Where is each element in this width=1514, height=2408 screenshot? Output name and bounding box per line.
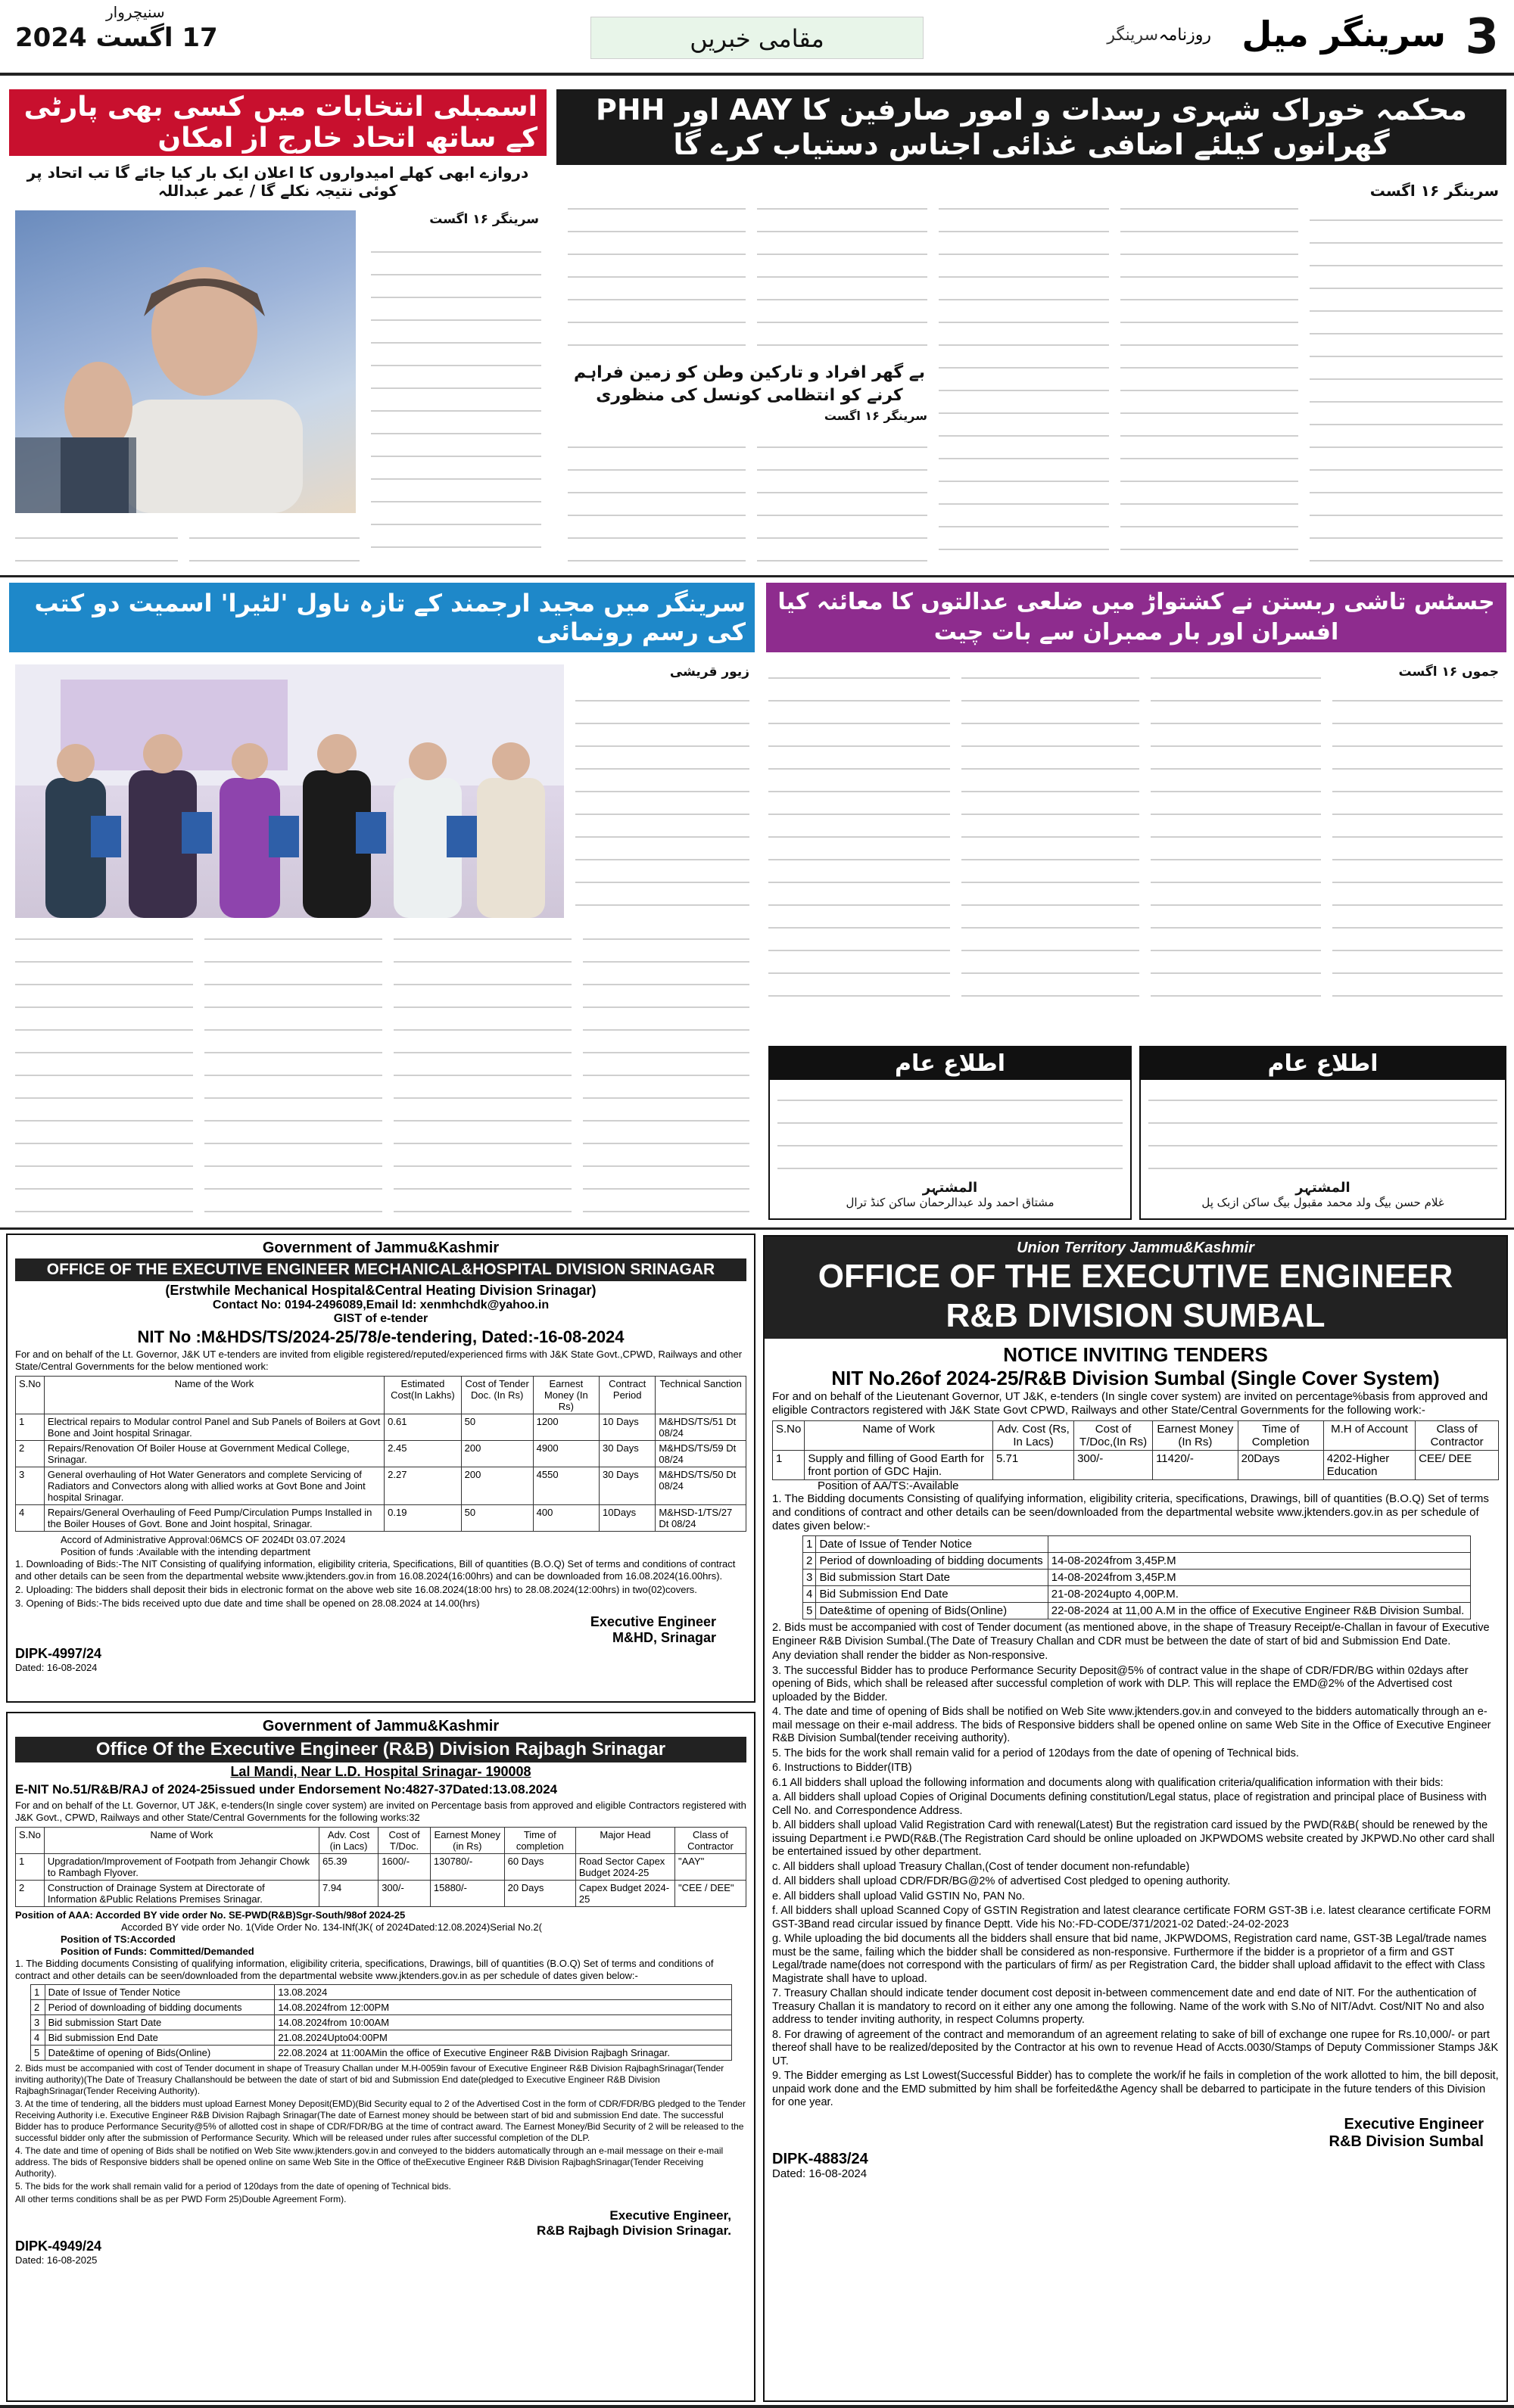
page-number: 3 <box>1465 9 1499 65</box>
tender1-cell: Electrical repairs to Modular control Panel and Sub Panels of Boilers at Govt Bone and Joint hospital Srinagar. <box>44 1414 384 1441</box>
tender3-schedule-cell: 4 <box>803 1586 816 1603</box>
story4-column-4 <box>204 923 382 1222</box>
tender2-schedule-cell: Period of downloading of bidding documents <box>45 2000 275 2015</box>
portrait-figure-icon <box>15 210 356 513</box>
public-notice-2 <box>768 1046 1132 1220</box>
tender2-schedule-row <box>31 1985 732 2000</box>
tender2-ts: Position of TS:Accorded <box>61 1934 176 1945</box>
story1-column-4 <box>757 193 927 356</box>
tender3-term: 2. Bids must be accompanied with cost of Tender document (as mentioned above, in the shape of Treasury Receipt/e-Challan in favour of Executive Engineer R&B Division Sumbal.(The Date of Treasury Challan and CDR must be between the date of start of bid and Submission End Date. <box>772 1622 1490 1647</box>
story1-dateline: سرینگر ۱۶ اگست <box>1369 182 1499 200</box>
omar-abdullah-photo <box>15 210 356 513</box>
book-release-group-icon <box>15 664 564 918</box>
tender3-schedule-cell: 14-08-2024from 3,45P.M <box>1048 1553 1470 1570</box>
tender2-schedule-row <box>31 2000 732 2015</box>
tender1-cell: 2 <box>16 1441 45 1467</box>
tender2-term: 3. At the time of tendering, all the bidders must upload Earnest Money Deposit(EMD)(Bid Security equal to 2 of the Advertised Cost in the form of CDR/FDR/BG pledged to the Tender Receiving Authority i.e. Executive Engineer R&B Division Rajbagh Srinagar(The date of Earnest money should be between start of bid and submission End date. The successful Bidder has to produce Performance Security@5% of allotted cost in shape of CDR/FDR/BG at the time of contract award. The Earnest Money/Bid Security of 2 will be released to the successful bidder only after the submission of Performance Security. Which will be released under rules after successful completion of the DLP. <box>15 2098 746 2143</box>
tender1-cell: 50 <box>461 1505 533 1532</box>
tender3-term: 6. Instructions to Bidder(ITB) <box>772 1762 912 1774</box>
public-notice-1-body <box>1148 1084 1497 1175</box>
tender1-erstwhile: (Erstwhile Mechanical Hospital&Central Heating Division Srinagar) <box>165 1283 597 1298</box>
tender1-dipk: DIPK-4997/24 <box>15 1646 102 1661</box>
tender2-cell: 65.39 <box>319 1854 378 1881</box>
story2-column-3 <box>189 522 360 568</box>
tender2-schedule-cell: 2 <box>31 2000 45 2015</box>
top-divider <box>0 575 1514 577</box>
tender3-schedule-row <box>803 1553 1471 1570</box>
tender3-schedule-cell <box>1048 1536 1470 1553</box>
tender3-aa: Position of AA/TS:-Available <box>818 1479 959 1492</box>
tender3-column-header: Earnest Money (In Rs) <box>1153 1421 1238 1451</box>
daily-label: روزنامہ <box>1158 26 1211 45</box>
tender1-cell: Repairs/General Overhauling of Feed Pump/Circulation Pumps Installed in the Boiler Houses of Govt. Bone and Joint hospital, Srinagar. <box>44 1505 384 1532</box>
tender2-term: 4. The date and time of opening of Bids shall be notified on Web Site www.jktenders.gov.in and conveyed to the bidders automatically through an e-mail message on their e-mail address. The bids of Responsive bidders shall be opened online on same Web Site in the Office of theExecutive Engineer R&B Division RajbaghSrinagar(Tender Receiving Authority). <box>15 2145 724 2179</box>
tender2-schedule-cell: 14.08.2024from 12:00PM <box>275 2000 732 2015</box>
story3-column-2 <box>1151 662 1321 1018</box>
tender1-signer-title: Executive Engineer <box>590 1614 716 1629</box>
paper-name-label: سرینگر میل <box>1241 14 1446 54</box>
story4-column-3 <box>394 923 572 1222</box>
tender2-cell: Road Sector Capex Budget 2024-25 <box>575 1854 674 1881</box>
public-notice-2-signer: مشتاق احمد ولد عبدالرحمان ساکن کنڈ ترال <box>846 1196 1055 1209</box>
tender1-cell: 1 <box>16 1414 45 1441</box>
tender1-header-row <box>16 1377 746 1414</box>
story4-headline: سرینگر میں مجید ارجمند کے تازہ ناول 'لٹیرا' اسمیت دو کتب کی رسم رونمائی <box>34 589 746 646</box>
book-release-photo <box>15 664 564 918</box>
tender2-schedule-cell: 1 <box>31 1985 45 2000</box>
tender2-column-header: Earnest Money (in Rs) <box>430 1828 504 1854</box>
tender3-term: a. All bidders shall upload Copies of Original Documents defining constitution/Legal status, place of registration and principal place of Business with Cell No. and Correspondence Address. <box>772 1791 1487 1817</box>
tender3-term: 5. The bids for the work shall remain valid for a period of 120days from the date of opening of Technical bids. <box>772 1747 1299 1759</box>
story1-headline-banner <box>556 89 1506 165</box>
tender3-cell: 11420/- <box>1153 1451 1238 1480</box>
tender2-signer-office: R&B Rajbagh Division Srinagar. <box>537 2223 731 2238</box>
tender2-cell: Construction of Drainage System at Directorate of Information &Public Relations Premises Srinagar. <box>44 1881 319 1907</box>
tender3-schedule <box>802 1535 1471 1619</box>
tender1-cell: 4900 <box>533 1441 599 1467</box>
issue-day: سنیچروار <box>106 3 165 21</box>
story2-column-1 <box>371 236 541 569</box>
public-notice-1-signer: غلام حسن بیگ ولد محمد مقبول بیگ ساکن ازبک پل <box>1201 1196 1444 1209</box>
tender1-column-header: Cost of Tender Doc. (In Rs) <box>461 1377 533 1414</box>
tender1-column-header: Name of the Work <box>44 1377 384 1414</box>
story3-dateline: جموں ۱۶ اگست <box>1398 664 1499 680</box>
tender3-term: e. All bidders shall upload Valid GSTIN No, PAN No. <box>772 1890 1025 1902</box>
tender3-schedule-cell: 21-08-2024upto 4,00P.M. <box>1048 1586 1470 1603</box>
tender3-cell: 300/- <box>1074 1451 1153 1480</box>
tender3-ut-bar <box>765 1237 1506 1339</box>
tender1-cell: 400 <box>533 1505 599 1532</box>
tender3-cell: 5.71 <box>993 1451 1074 1480</box>
tender2-cell: 300/- <box>378 1881 431 1907</box>
story1-sub-column-2 <box>568 431 746 568</box>
story1-column-3 <box>939 193 1109 568</box>
story1-column-2 <box>1120 193 1298 568</box>
story1-sub-dateline: سرینگر ۱۶ اگست <box>824 409 927 423</box>
tender1-intro: For and on behalf of the Lt. Governor, J&K UT e-tenders are invited from eligible registered/reputed/experienced firms with J&K State Govt.,CPWD, Railways and other State/Central Governments for the below mentioned work: <box>15 1349 743 1372</box>
story4-headline-banner <box>9 583 755 652</box>
tender2-cell: 7.94 <box>319 1881 378 1907</box>
tender3-terms <box>772 1622 1499 2110</box>
tender2-dipk: DIPK-4949/24 <box>15 2238 102 2254</box>
tender3-term: 9. The Bidder emerging as Lst Lowest(Successful Bidder) has to complete the work/if he fails in completion of the work allotted to him, the bill deposit, unpaid work done and the EMD submitted by him shall be forfeited&the Agency shall be debarred to participate in the future tenders of this Division for one year. <box>772 2070 1499 2108</box>
tender1-cell: 1200 <box>533 1414 599 1441</box>
masthead <box>0 0 1514 76</box>
tender2-term: 2. Bids must be accompanied with cost of Tender document in shape of Treasury Challan under M.H-0059in favour of Executive Engineer R&B Division RajbaghSrinagar(Tender inviting authority)(The Date of Treasury Challanshould be between the date of start of bid and Submission End date(pledged to Executive Engineer R&B Division RajbaghSrinagar(Tender Receiving Authority). <box>15 2063 724 2096</box>
tender1-cell: 2.45 <box>385 1441 462 1467</box>
tender3-schedule-cell: 1 <box>803 1536 816 1553</box>
tender2-cell: "CEE / DEE" <box>674 1881 746 1907</box>
mid-divider <box>0 1227 1514 1230</box>
tender2-table <box>15 1827 746 1907</box>
tender1-cell: M&HSD-1/TS/27 Dt 08/24 <box>656 1505 746 1532</box>
tender2-schedule-cell: Date of Issue of Tender Notice <box>45 1985 275 2000</box>
tender3-row <box>773 1451 1499 1480</box>
tender3-term: c. All bidders shall upload Treasury Challan,(Cost of tender document non-refundable) <box>772 1860 1190 1873</box>
tender1-nit: NIT No :M&HDS/TS/2024-25/78/e-tendering, Dated:-16-08-2024 <box>137 1327 625 1346</box>
tender2-signer-title: Executive Engineer, <box>609 2208 731 2223</box>
tender2-schedule-cell: 5 <box>31 2046 45 2061</box>
tender2-column-header: S.No <box>16 1828 45 1854</box>
tender1-cell: 30 Days <box>600 1441 656 1467</box>
tender1-cell: 3 <box>16 1467 45 1505</box>
tender1-terms <box>15 1558 746 1610</box>
tender1-office: OFFICE OF THE EXECUTIVE ENGINEER MECHANICAL&HOSPITAL DIVISION SRINAGAR <box>15 1258 746 1281</box>
tender3-schedule-cell: 5 <box>803 1603 816 1619</box>
tender2-schedule-cell: 3 <box>31 2015 45 2030</box>
tender3-intro: For and on behalf of the Lieutenant Governor, UT J&K, e-tenders (In single cover system) are invited on percentage%basis from approved and eligible Contractors registered with J&K State Govt CPWD, Railways and other State/Central Governments for the following work:- <box>772 1390 1488 1417</box>
tender1-term: 1. Downloading of Bids:-The NIT Consisting of qualifying information, eligibility criteria, Specifications, Bill of quantities (B.O.Q) Set of terms and conditions of contract and other details can be seen from the departmental website www.jktenders.gov.in from 16.08.2024(16:00hrs) and can be downloaded from 16.08.2024(16.00hrs). <box>15 1558 736 1582</box>
tender3-term: Any deviation shall render the bidder as Non-responsive. <box>772 1650 1048 1662</box>
tender2-address: Lal Mandi, Near L.D. Hospital Srinagar- 190008 <box>230 1764 531 1779</box>
tender2-schedule-row <box>31 2015 732 2030</box>
tender3-term: 6.1 All bidders shall upload the following information and documents along with qualification criteria/qualification information with their bids: <box>772 1776 1444 1789</box>
tender1-cell: 10Days <box>600 1505 656 1532</box>
tender1-cell: Repairs/Renovation Of Boiler House at Government Medical College, Srinagar. <box>44 1441 384 1467</box>
tender1-cell: 0.19 <box>385 1505 462 1532</box>
tender2-cell: 1 <box>16 1854 45 1881</box>
tender2-column-header: Adv. Cost (in Lacs) <box>319 1828 378 1854</box>
tender3-cell: Supply and filling of Good Earth for front portion of GDC Hajin. <box>805 1451 993 1480</box>
tender3-term: 4. The date and time of opening of Bids shall be notified on Web Site www.jktenders.gov.in and conveyed to the bidders automatically through an e-mail message on their e-mail address. The bids of Responsive bidders shall be opened online on same Web Site in the Office of Executive Engineer R&B Division Sumbal(tender receiving authority). <box>772 1706 1491 1744</box>
tender2-row <box>16 1854 746 1881</box>
tender2-signer <box>15 2208 746 2238</box>
tender1-table <box>15 1376 746 1532</box>
tender2-gov: Government of Jammu&Kashmir <box>262 1718 500 1734</box>
tender2-schedule-cell: 4 <box>31 2030 45 2046</box>
tender3-term: 8. For drawing of agreement of the contract and memorandum of an agreement relating to sake of bill of exchange one rupee for Rs.10,000/- or part thereof shall have to be realized/deposited by the Contractor at his own to revenue Head of Accts.0030/Stamps of Deputy Commissioner Stamps J&K UT. <box>772 2028 1499 2067</box>
tender2-cell: "AAY" <box>674 1854 746 1881</box>
tender3-term: f. All bidders shall upload Scanned Copy of GSTIN Registration and latest clearance certificate FORM GST-3B i.e. latest clearance certificate FORM GST-3Band read circular issued by finance Deptt. Vide his No:-FD-CODE/371/2021-02 Dated:-24-02-2023 <box>772 1905 1491 1930</box>
city-label: سرینگر <box>1107 26 1158 45</box>
tender3-schedule-cell: Date of Issue of Tender Notice <box>816 1536 1048 1553</box>
tender1-gov: Government of Jammu&Kashmir <box>262 1240 500 1256</box>
tender3-column-header: Adv. Cost (Rs, In Lacs) <box>993 1421 1074 1451</box>
issue-date-text: 17 اگست 2024 <box>15 23 218 53</box>
tender1-cell: 50 <box>461 1414 533 1441</box>
tender2-schedule-cell: Bid submission Start Date <box>45 2015 275 2030</box>
tender2-schedule-cell: Bid submission End Date <box>45 2030 275 2046</box>
story1-headline: محکمہ خوراک شہری رسدات و امور صارفین کا AAY اور PHH گھرانوں کیلئے اضافی غذائی اجناس دستیاب کرے گا <box>596 93 1467 161</box>
tender3-term: 7. Treasury Challan should indicate tender document cost deposit in-between commencement date and end date of NIT. For the authentication of Treasury Challan it is mandatory to record on it either any one among the following. Name of the work with S.No of NIT/Advt. Cost/NIT No and also address to tender inviting authority, in respect Columns property. <box>772 1987 1484 2026</box>
tender3-column-header: Time of Completion <box>1238 1421 1323 1451</box>
story4-column-2 <box>583 923 749 1222</box>
tender-mechanical-hospital <box>6 1234 755 1703</box>
tender2-cell: 60 Days <box>504 1854 575 1881</box>
tender2-column-header: Major Head <box>575 1828 674 1854</box>
tender2-column-header: Class of Contractor <box>674 1828 746 1854</box>
story4-dateline: زیور قریشی <box>669 664 749 680</box>
tender3-note1: 1. The Bidding documents Consisting of qualifying information, eligibility criteria, specifications, Drawings, bill of quantities (B.O.Q) Set of terms and conditions of contract and other details can be seen/downloaded from the departmental website www.jktenders.gov.in as per schedule of dates given below:- <box>772 1492 1489 1532</box>
tender2-column-header: Time of completion <box>504 1828 575 1854</box>
tender1-column-header: S.No <box>16 1377 45 1414</box>
tender3-column-header: S.No <box>773 1421 805 1451</box>
tender2-cell: 20 Days <box>504 1881 575 1907</box>
tender1-gist: GIST of e-tender <box>333 1312 428 1325</box>
tender3-schedule-cell: 3 <box>803 1570 816 1586</box>
story2-subhead: دروازے ابھی کھلے امیدواروں کا اعلان ایک بار کیا جائے گا تب اتحاد پر کوئی نتیجہ نکلے گا / عمر عبداللہ <box>26 163 529 200</box>
story2-headline-banner <box>9 89 547 156</box>
tender3-schedule-cell: 22-08-2024 at 11,00 A.M in the office of Executive Engineer R&B Division Sumbal. <box>1048 1603 1470 1619</box>
tender3-dated: Dated: 16-08-2024 <box>772 2167 868 2180</box>
section-label: مقامی خبریں <box>590 17 924 59</box>
tender3-column-header: Cost of T/Doc,(In Rs) <box>1074 1421 1153 1451</box>
tender1-cell: 4550 <box>533 1467 599 1505</box>
tender3-schedule-row <box>803 1603 1471 1619</box>
tender2-schedule-row <box>31 2030 732 2046</box>
tender3-table <box>772 1420 1499 1480</box>
tender3-schedule-cell: 14-08-2024from 3,45P.M <box>1048 1570 1470 1586</box>
tender3-column-header: Class of Contractor <box>1416 1421 1499 1451</box>
tender2-schedule-cell: 14.08.2024from 10:00AM <box>275 2015 732 2030</box>
tender1-cell: 200 <box>461 1441 533 1467</box>
tender2-schedule <box>30 1984 732 2061</box>
tender2-terms <box>15 2063 746 2205</box>
tender3-cell: CEE/ DEE <box>1416 1451 1499 1480</box>
tender2-header-row <box>16 1828 746 1854</box>
tender3-term: d. All bidders shall upload CDR/FDR/BG@2% of advertised Cost pledged to opening authority. <box>772 1875 1231 1887</box>
tender1-cell: 200 <box>461 1467 533 1505</box>
tender3-dipk: DIPK-4883/24 <box>772 2150 868 2167</box>
tender1-column-header: Earnest Money (In Rs) <box>533 1377 599 1414</box>
tender3-schedule-cell: Date&time of opening of Bids(Online) <box>816 1603 1048 1619</box>
tender2-row <box>16 1881 746 1907</box>
tender2-schedule-cell: 22.08.2024 at 11:00AMin the office of Executive Engineer R&B Division Rajbagh Srinagar. <box>275 2046 732 2061</box>
public-notice-1 <box>1139 1046 1506 1220</box>
tender2-schedule-cell: 13.08.2024 <box>275 1985 732 2000</box>
public-notice-1-signature: المشتہر <box>1295 1180 1350 1196</box>
tender2-office: Office Of the Executive Engineer (R&B) Division Rajbagh Srinagar <box>15 1737 746 1762</box>
issue-date <box>15 23 218 53</box>
tender3-office1: OFFICE OF THE EXECUTIVE ENGINEER <box>818 1258 1453 1295</box>
tender3-cell: 4202-Higher Education <box>1323 1451 1415 1480</box>
tender3-nit: NIT No.26of 2024-25/R&B Division Sumbal (Single Cover System) <box>831 1367 1440 1389</box>
tender2-column-header: Cost of T/Doc. <box>378 1828 431 1854</box>
tender3-schedule-cell: Period of downloading of bidding documents <box>816 1553 1048 1570</box>
tender3-cell: 20Days <box>1238 1451 1323 1480</box>
tender3-schedule-row <box>803 1536 1471 1553</box>
tender3-ut: Union Territory Jammu&Kashmir <box>1017 1240 1254 1256</box>
tender2-cell: Capex Budget 2024-25 <box>575 1881 674 1907</box>
story4-column-5 <box>15 923 193 1222</box>
tender3-term: 3. The successful Bidder has to produce Performance Security Deposit@5% of contract value in the shape of CDR/FDR/BG within 02days after opening of Bids, which shall be released after successful completion of work with DLP. This will replace the EMD@2% of the Advertised cost uploaded by the Bidder. <box>772 1664 1469 1703</box>
tender1-row <box>16 1414 746 1441</box>
tender-rajbagh-division <box>6 1712 755 2402</box>
tender1-cell: 30 Days <box>600 1467 656 1505</box>
tender2-cell: Upgradation/Improvement of Footpath from Jehangir Chowk to Rambagh Flyover. <box>44 1854 319 1881</box>
masthead-divider <box>0 73 1514 76</box>
tender2-cell: 1600/- <box>378 1854 431 1881</box>
tender1-signer-office: M&HD, Srinagar <box>612 1630 716 1645</box>
tender2-schedule-row <box>31 2046 732 2061</box>
tender1-column-header: Contract Period <box>600 1377 656 1414</box>
tender1-cell: General overhauling of Hot Water Generators and complete Servicing of Radiators and Convectors along with allied works at Govt Bone and Joint hospital Srinagar. <box>44 1467 384 1505</box>
tender1-cell: M&HDS/TS/59 Dt 08/24 <box>656 1441 746 1467</box>
tender1-column-header: Estimated Cost(In Lakhs) <box>385 1377 462 1414</box>
tender2-cell: 2 <box>16 1881 45 1907</box>
tender2-term: All other terms conditions shall be as per PWD Form 25)Double Agreement Form). <box>15 2194 347 2204</box>
tender1-signer <box>15 1614 746 1646</box>
tender2-aaa2: Accorded BY vide order No. 1(Vide Order No. 134-INf(JK( of 2024Dated:12.08.2024)Serial No.2( <box>121 1921 542 1933</box>
tender2-term: 5. The bids for the work shall remain valid for a period of 120days from the date of opening of Technical bids. <box>15 2181 451 2192</box>
tender2-dated: Dated: 16-08-2025 <box>15 2254 98 2266</box>
tender3-schedule-cell: Bid submission Start Date <box>816 1570 1048 1586</box>
bottom-border <box>0 2405 1514 2408</box>
tender1-column-header: Technical Sanction <box>656 1377 746 1414</box>
tender1-row <box>16 1467 746 1505</box>
tender3-term: g. While uploading the bid documents all the bidders shall ensure that bid name, JKPWDOMS, Registration card name, GST-3B Legal/trade names must be the same, failing which the bidder shall be considered as non-responsive. Furthermore if the bidder is a proprietor of a firm and GST Legal/trade name(does not correspond with the particulars of firm/ as per Registration Card, the bidder shall upload affidavit to the effect with Class Magistrate shall have to upload. <box>772 1933 1487 1985</box>
tender1-cell: 4 <box>16 1505 45 1532</box>
tender1-cell: M&HDS/TS/50 Dt 08/24 <box>656 1467 746 1505</box>
tender3-header-row <box>773 1421 1499 1451</box>
tender3-signer <box>772 2116 1499 2151</box>
tender1-term: 3. Opening of Bids:-The bids received upto due date and time shall be opened on 28.08.2024 at 14.00(hrs) <box>15 1598 480 1609</box>
tender3-column-header: Name of Work <box>805 1421 993 1451</box>
story3-column-1 <box>1332 685 1503 1018</box>
story1-sub-column-1 <box>757 431 927 568</box>
story4-column-1 <box>575 685 749 912</box>
story1-subhead: بے گھر افراد و تارکین وطن کو زمین فراہم کرنے کو انتظامی کونسل کی منظوری <box>574 363 925 405</box>
public-notice-2-body <box>777 1084 1123 1175</box>
tender1-contact: Contact No: 0194-2496089,Email Id: xenmhchdk@yahoo.in <box>212 1299 550 1311</box>
tender2-funds: Position of Funds: Committed/Demanded <box>61 1946 254 1957</box>
story2-dateline: سرینگر ۱۶ اگست <box>429 212 539 227</box>
tender1-dated: Dated: 16-08-2024 <box>15 1662 98 1673</box>
tender3-cell: 1 <box>773 1451 805 1480</box>
story1-column-5 <box>568 193 746 356</box>
tender3-schedule-cell: 2 <box>803 1553 816 1570</box>
tender2-schedule-cell: 21.08.2024Upto04:00PM <box>275 2030 732 2046</box>
tender3-schedule-cell: Bid Submission End Date <box>816 1586 1048 1603</box>
tender2-column-header: Name of Work <box>44 1828 319 1854</box>
tender1-cell: 2.27 <box>385 1467 462 1505</box>
tender2-aaa: Position of AAA: Accorded BY vide order No. SE-PWD(R&B)Sgr-South/98of 2024-25 <box>15 1909 406 1921</box>
tender3-schedule-row <box>803 1570 1471 1586</box>
tender2-intro: For and on behalf of the Lt. Governor, UT J&K, e-tenders(In single cover system) are invited on Percentage basis from approved and eligible Contractors registered with J&K Govt., CPWD, Railways and other State/Central Governments for the following works:32 <box>15 1800 746 1823</box>
story3-headline-banner <box>766 583 1506 652</box>
tender3-schedule-row <box>803 1586 1471 1603</box>
tender1-cell: M&HDS/TS/51 Dt 08/24 <box>656 1414 746 1441</box>
tender1-cell: 0.61 <box>385 1414 462 1441</box>
tender1-funds: Position of funds :Available with the intending department <box>61 1546 311 1557</box>
story2-headline: اسمبلی انتخابات میں کسی بھی پارٹی کے ساتھ اتحاد خارج از امکان <box>23 92 537 154</box>
tender3-notice: NOTICE INVITING TENDERS <box>1003 1343 1268 1366</box>
tender3-signer-office: R&B Division Sumbal <box>1329 2133 1484 2150</box>
story3-headline: جسٹس تاشی ربستن نے کشتواڑ میں ضلعی عدالتوں کا معائنہ کیا افسران اور بار ممبران سے بات چیت <box>777 589 1495 646</box>
public-notice-2-signature: المشتہر <box>922 1180 978 1196</box>
tender3-office2: R&B DIVISION SUMBAL <box>945 1297 1326 1334</box>
story2-column-2 <box>15 522 178 568</box>
tender3-column-header: M.H of Account <box>1323 1421 1415 1451</box>
story3-column-3 <box>961 662 1139 1018</box>
tender1-row <box>16 1441 746 1467</box>
tender3-signer-title: Executive Engineer <box>1344 2115 1484 2133</box>
tender3-term: b. All bidders shall upload Valid Registration Card with renewal(Latest) But the registration card issued by the PWD(R&B( should be renewed by the issuing Department i.e PWD(R&B.(The Registration Card should be online uploaded on JKPWDOMS website created by JKPWD.No other card shall be entertained issued by other department. <box>772 1819 1495 1858</box>
tender1-term: 2. Uploading: The bidders shall deposit their bids in electronic format on the above web site 16.08.2024(18:00 hrs) to 28.08.2024(12:00hrs) in two(02)covers. <box>15 1584 697 1595</box>
tender-sumbal-division <box>763 1235 1508 2402</box>
tender2-nit: E-NIT No.51/R&B/RAJ of 2024-25issued under Endorsement No:4827-37Dated:13.08.2024 <box>15 1782 558 1797</box>
public-notice-2-title: اطلاع عام <box>770 1047 1130 1080</box>
tender1-row <box>16 1505 746 1532</box>
tender2-cell: 15880/- <box>430 1881 504 1907</box>
tender2-note1: 1. The Bidding documents Consisting of qualifying information, eligibility criteria, specifications, Drawings, bill of quantities (B.O.Q) Set of terms and conditions of contract and other details can be seen/downloaded from the departmental website www.jktenders.gov.in as per schedule of dates given below:- <box>15 1958 714 1981</box>
tender2-schedule-cell: Date&time of opening of Bids(Online) <box>45 2046 275 2061</box>
public-notice-1-title: اطلاع عام <box>1141 1047 1505 1080</box>
tender2-cell: 130780/- <box>430 1854 504 1881</box>
story3-column-4 <box>768 662 950 1018</box>
story1-column-1 <box>1310 204 1503 568</box>
tender1-accord: Accord of Administrative Approval:06MCS OF 2024Dt 03.07.2024 <box>61 1534 346 1545</box>
paper-name <box>1241 14 1446 54</box>
tender1-cell: 10 Days <box>600 1414 656 1441</box>
